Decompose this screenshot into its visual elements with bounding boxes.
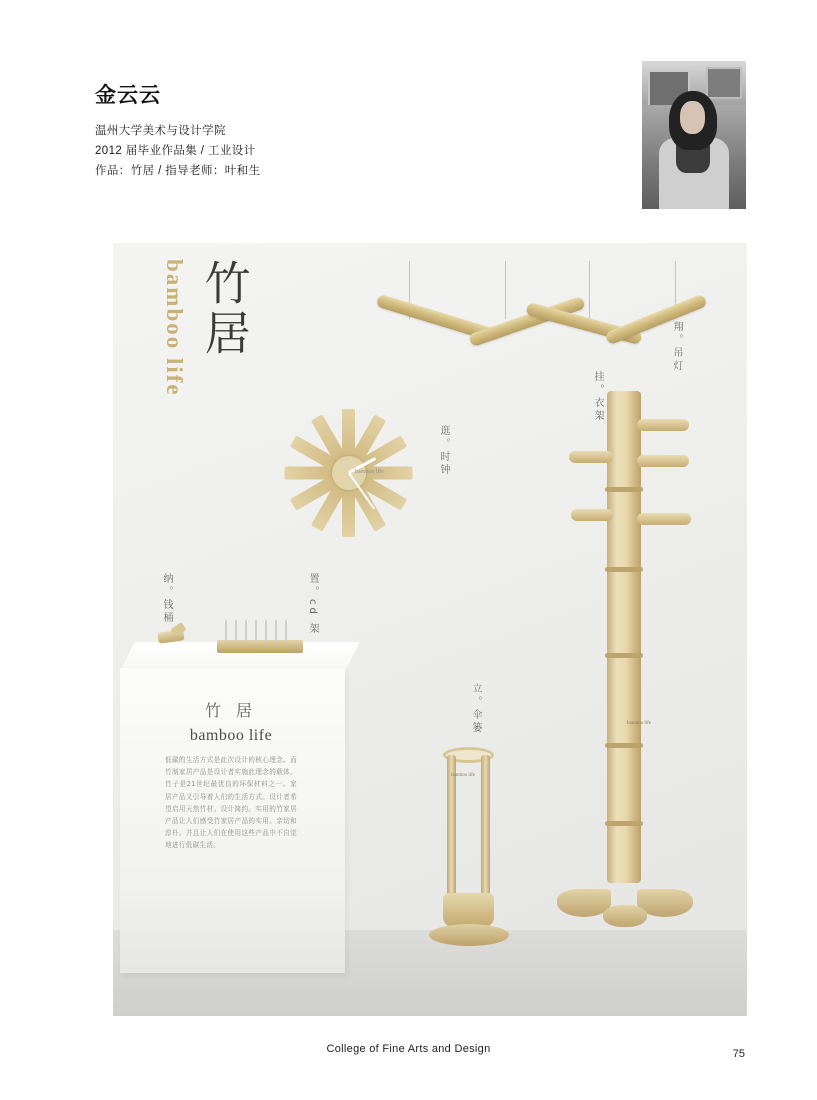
lamp-arm-4: [604, 294, 707, 346]
bamboo-clock: [281, 405, 416, 540]
rack-hook: [571, 509, 613, 521]
artwork-title-cn: 竹居: [197, 259, 252, 359]
header-block: [95, 84, 525, 181]
cd-rack-slot: [225, 620, 227, 642]
rack-node: [605, 821, 643, 826]
label-cdrack: 置。cd 架: [307, 573, 318, 637]
cd-rack-base: [217, 640, 303, 653]
stand-cup: [443, 893, 494, 927]
lamp-cord-3: [589, 261, 590, 319]
work-line: 作品：竹居 / 指导老师：叶和生: [95, 165, 261, 178]
cd-rack-slot: [275, 620, 277, 642]
artwork-title-en: bamboo life: [162, 259, 187, 397]
coat-rack: [551, 391, 701, 941]
stand-tube-right: [481, 755, 490, 905]
stand-base: [429, 924, 509, 946]
hanging-lamp: [375, 261, 705, 381]
rack-pole: [607, 391, 641, 883]
cd-rack-slot: [255, 620, 257, 642]
rack-node: [605, 567, 643, 572]
page-number: 75: [732, 1048, 745, 1060]
rack-hook: [637, 419, 689, 431]
cd-rack-slot: [235, 620, 237, 642]
statement-title-en: bamboo life: [189, 727, 273, 744]
money-box: [158, 625, 186, 647]
statement-body: 低碳的生活方式是此次设计的核心理念。而竹制家居产品是设计者实施此理念的载体。竹子是21世纪最优良的环保材料之一。家居产品又引导着人们的生活方式。设计者希望启用天然竹材。设计简约。实用的竹家居产品让人们感受竹家居产品的实用。亲切和淳朴。并且让人们在使用这些产品中不自觉地进行低碳生活。: [165, 756, 297, 850]
cd-rack-slot: [265, 620, 267, 642]
statement-title-cn: 竹 居: [204, 701, 258, 720]
rack-foot: [603, 905, 647, 927]
footer-caption: College of Fine Arts and Design: [326, 1043, 491, 1055]
artwork-image: [113, 243, 747, 1016]
program-line: 2012 届毕业作品集 / 工业设计: [95, 145, 256, 158]
rack-node: [605, 743, 643, 748]
portrait-face: [680, 101, 705, 134]
rack-hook: [637, 513, 691, 525]
statement-block: [165, 698, 297, 852]
rack-hook: [569, 451, 613, 463]
rack-hook: [637, 455, 689, 467]
stand-brandmark: bamboo life: [451, 773, 476, 778]
label-tissue: 纳。钱桶: [161, 573, 172, 625]
umbrella-stand: [423, 743, 523, 948]
rack-node: [605, 487, 643, 492]
label-stand: 立。伞篓: [470, 683, 481, 735]
label-lamp: 翔。吊灯: [671, 321, 682, 373]
lamp-cord-2: [505, 261, 506, 319]
cd-rack-slot: [285, 620, 287, 642]
portrait-window-right: [706, 67, 741, 100]
label-clock: 逛。时钟: [438, 425, 449, 477]
rack-node: [605, 653, 643, 658]
page-title: 金云云: [95, 84, 161, 107]
rack-brandmark: bamboo life: [627, 721, 652, 726]
school-line: 温州大学美术与设计学院: [95, 125, 226, 138]
portrait-photo: [642, 61, 746, 209]
label-rack: 挂。衣架: [592, 371, 603, 423]
cd-rack: [217, 617, 303, 653]
cd-rack-slot: [245, 620, 247, 642]
clock-brandmark: bamboo life: [355, 469, 384, 475]
